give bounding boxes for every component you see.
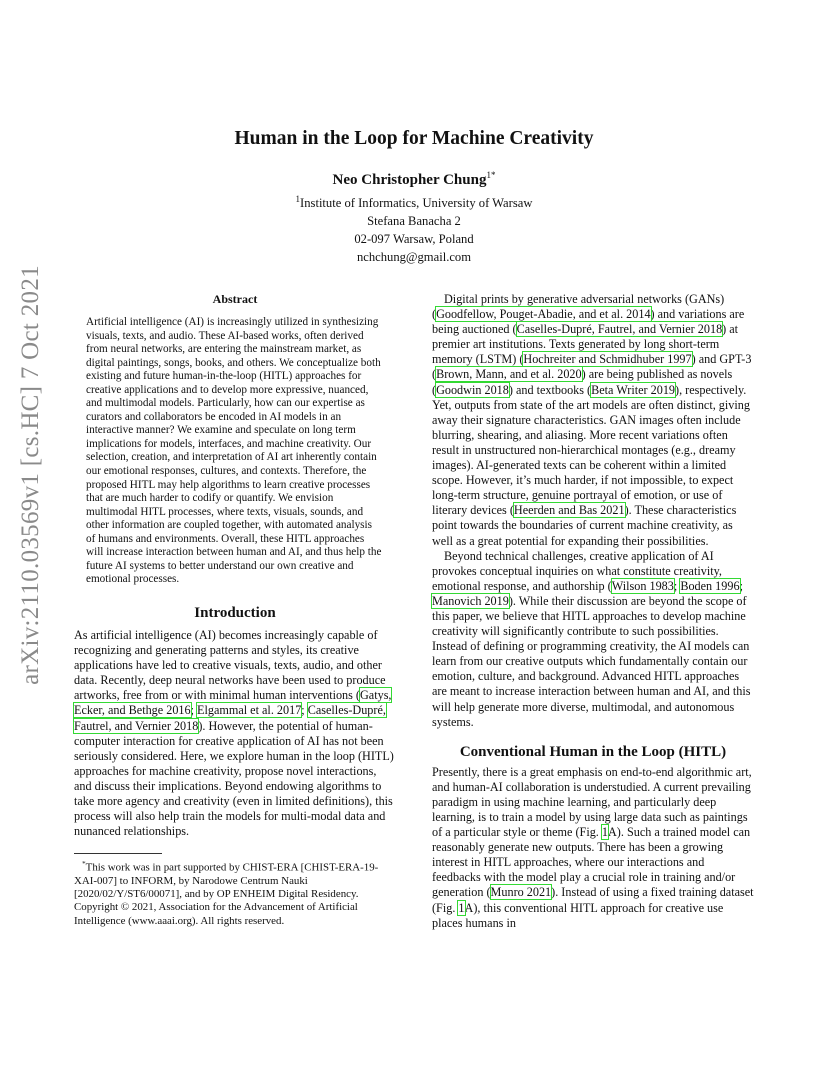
- citation-link[interactable]: Elgammal et al. 2017: [197, 703, 302, 718]
- paper-header: [0, 128, 828, 265]
- footnote-mark: *: [82, 860, 86, 869]
- citation-link[interactable]: Caselles-Dupré, Fautrel, and Vernier 2018: [74, 703, 386, 733]
- figure-reference-link[interactable]: 1: [458, 900, 465, 915]
- abstract-text: Artificial intelligence (AI) is increasingly utilized in synthesizing visuals, texts, and audio. These AI-based works, often derived from neural networks, are entering the mainstream market, as digital paintings, songs, books, and others. We conceptualize both existing and future human-in-the-loop (HITL) approaches for creative applications and to develop more expressive, nuanced, and multimodal models. Particularly, how can our expertise as curators and collaborators be encoded in AI models in an interactive manner? We examine and speculate on long term implications for models, interfaces, and machine creativity. Our selection, creation, and interpretation of AI art inherently contain our emotional responses, cultures, and contexts. Therefore, the proposed HITL may help algorithms to learn creative processes that are much harder to codify or quantify. We envision multimodal HITL processes, where texts, visuals, sounds, and other information are coupled together, with automated analysis of humans and environments. Overall, these HITL approaches will increase interaction between human and AI, and thus help the future AI systems to better understand our own creative and emotional processes.: [86, 316, 382, 586]
- citation-link[interactable]: Heerden and Bas 2021: [513, 503, 625, 518]
- citation-link[interactable]: Wilson 1983: [611, 578, 674, 593]
- affiliation-mark: 1: [295, 194, 301, 204]
- introduction-paragraph: As artificial intelligence (AI) becomes increasingly capable of recognizing and generating patterns and styles, its creative applications have led to creative visuals, texts, audio, and other data. Recently, deep neural networks have been used to produce artworks, free from or with minimal human interventions (Gatys, Ecker, and Bethge 2016; Elgammal et al. 2017; Caselles-Dupré, Fautrel, and Vernier 2018). However, the potential of human-computer interaction for creative application of AI has not been seriously considered. Here, we explore human in the loop (HITL) approaches for machine creativity, propose novel interactions, and discuss their implications. Beyond endowing algorithms to take more agency and creativity (even in limited definitions), this process will also help train the models for multi-modal data and nunanced relationships.: [74, 627, 394, 839]
- citation-link[interactable]: Caselles-Dupré, Fautrel, and Vernier 2018: [516, 322, 723, 337]
- footnote-copyright: Copyright © 2021, Association for the Advancement of Artificial Intelligence (www.aaai.org). All rights reserved.: [74, 901, 358, 927]
- introduction-heading: Introduction: [194, 604, 276, 621]
- citation-link[interactable]: Goodfellow, Pouget-Abadie, and et al. 2014: [436, 307, 651, 322]
- citation-link[interactable]: Hochreiter and Schmidhuber 1997: [523, 352, 692, 367]
- figure-reference-link[interactable]: 1: [601, 825, 608, 840]
- citation-link[interactable]: Beta Writer 2019: [591, 382, 676, 397]
- abstract-heading: Abstract: [212, 292, 258, 306]
- arxiv-identifier[interactable]: arXiv:2110.03569v1 [cs.HC] 7 Oct 2021: [17, 265, 44, 685]
- institute-name: Institute of Informatics, University of Warsaw: [300, 196, 533, 211]
- footnote-funding: [74, 858, 396, 901]
- paper-title: Human in the Loop for Machine Creativity: [234, 128, 594, 149]
- citation-link[interactable]: Goodwin 2018: [436, 382, 509, 397]
- citation-link[interactable]: Gatys, Ecker, and Bethge 2016: [74, 688, 392, 718]
- footnote-divider: [74, 853, 162, 854]
- citation-link[interactable]: Boden 1996: [680, 578, 740, 593]
- affiliation-city: 02-097 Warsaw, Poland: [354, 232, 474, 247]
- footnote-text: This work was in part supported by CHIST-ERA [CHIST-ERA-19-XAI-007] to INFORM, by Narodowe Centrum Nauki [2020/02/Y/ST6/00071], and by OP ENHEIM Digital Residency.: [74, 861, 379, 901]
- affiliation-institute: [0, 192, 828, 211]
- author-email: nchchung@gmail.com: [356, 250, 472, 265]
- body-paragraph: Presently, there is a great emphasis on end-to-end algorithmic art, and human-AI collaboration is understudied. A current prevailing paradigm in using machine learning, and particularly deep learning, is to train a model by using large data such as paintings of a particular style or theme (Fig. 1A). Such a trained model can reasonably generate new outputs. There has been a growing interest in HITL approaches, where our interactions and feedbacks with the model play a crucial role in training and/or generation (Munro 2021). Instead of using a fixed training dataset (Fig. 1A), this conventional HITL approach for creative use places humans in: [432, 764, 754, 930]
- left-column: [74, 292, 396, 928]
- body-paragraph: Beyond technical challenges, creative application of AI provokes conceptual inquiries on what constitute creativity, emotional response, and authorship (Wilson 1983; Boden 1996; Manovich 2019). While their discussion are beyond the scope of this paper, we believe that HITL approaches to develop machine creativity will significantly contribute to such possibilities. Instead of defining or programming creativity, the AI models can learn from our creative outputs which fundamentally contain our emotion, culture, and background. Advanced HITL approaches are meant to increase interaction between human and AI, and this will help generate more diverse, multimodal, and autonomous systems.: [432, 548, 751, 729]
- citation-link[interactable]: Brown, Mann, and et al. 2020: [436, 367, 582, 382]
- affiliation-street: Stefana Banacha 2: [367, 214, 461, 229]
- author-name: Neo Christopher Chung: [332, 172, 487, 188]
- right-column: [432, 292, 754, 931]
- conventional-hitl-heading: Conventional Human in the Loop (HITL): [459, 743, 727, 760]
- author-marks: 1*: [486, 170, 496, 180]
- citation-link[interactable]: Munro 2021: [490, 885, 552, 900]
- body-paragraph: Digital prints by generative adversarial networks (GANs) (Goodfellow, Pouget-Abadie, and et al. 2014) and variations are being auctioned (Caselles-Dupré, Fautrel, and Vernier 2018) at premier art institutions. Texts generated by long short-term memory (LSTM) (Hochreiter and Schmidhuber 1997) and GPT-3 (Brown, Mann, and et al. 2020) are being published as novels (Goodwin 2018) and textbooks (Beta Writer 2019), respectively. Yet, outputs from state of the art models are often distinct, giving away their signature characteristics. GAN images often include blurring, shearing, and aliasing. More recent variations often result in unstructured non-hierarchical montages (e.g., dreamy images). AI-generated texts can be coherent within a limited scope. However, it’s much harder, if not impossible, to expect long-term structure, genuine portrayal of emotion, or use of literary devices (Heerden and Bas 2021). These characteristics point towards the boundaries of current machine creativity, as well as a great potential for expanding their possibilities.: [432, 292, 752, 548]
- author-line: [0, 170, 828, 189]
- citation-link[interactable]: Manovich 2019: [432, 593, 509, 608]
